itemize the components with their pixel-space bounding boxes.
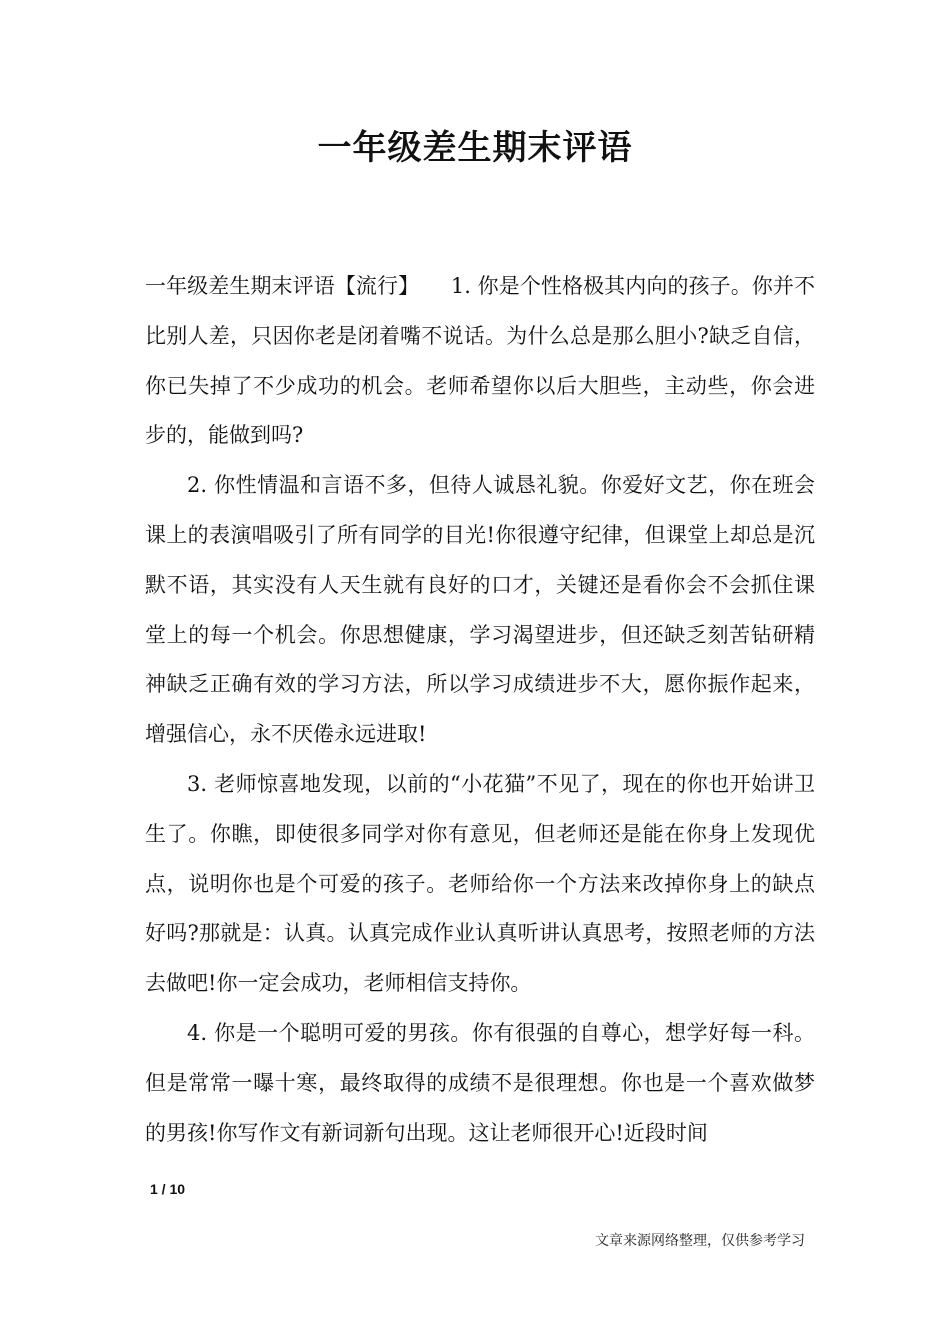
footer-note: 文章来源网络整理，仅供参考学习	[595, 1233, 805, 1249]
paragraph-1: 一年级差生期末评语【流行】 1. 你是个性格极其内向的孩子。你并不比别人差，只因你老是闭着嘴不说话。为什么总是那么胆小?缺乏自信，你已失掉了不少成功的机会。老师希望你以后大胆些，主动些，你会进步的，能做到吗?	[145, 274, 815, 448]
paragraph-3: 3. 老师惊喜地发现，以前的“小花猫”不见了，现在的你也开始讲卫生了。你瞧，即使很多同学对你有意见，但老师还是能在你身上发现优点，说明你也是个可爱的孩子。老师给你一个方法来改掉你身上的缺点好吗?那就是：认真。认真完成作业认真听讲认真思考，按照老师的方法去做吧!你一定会成功，老师相信支持你。	[145, 771, 815, 996]
paragraph-2: 2. 你性情温和言语不多，但待人诚恳礼貌。你爱好文艺，你在班会课上的表演唱吸引了所有同学的目光!你很遵守纪律，但课堂上却总是沉默不语，其实没有人天生就有良好的口才，关键还是看你会不会抓住课堂上的每一个机会。你思想健康，学习渴望进步，但还缺乏刻苦钻研精神缺乏正确有效的学习方法，所以学习成绩进步不大，愿你振作起来，增强信心，永不厌倦永远进取!	[145, 473, 815, 747]
document-body	[145, 262, 815, 1158]
document-title: 一年级差生期末评语	[317, 128, 633, 168]
page-number: 1 / 10	[150, 1181, 186, 1197]
paragraph-4: 4. 你是一个聪明可爱的男孩。你有很强的自尊心，想学好每一科。但是常常一曝十寒，最终取得的成绩不是很理想。你也是一个喜欢做梦的男孩!你写作文有新词新句出现。这让老师很开心!近段时间	[145, 1020, 815, 1145]
